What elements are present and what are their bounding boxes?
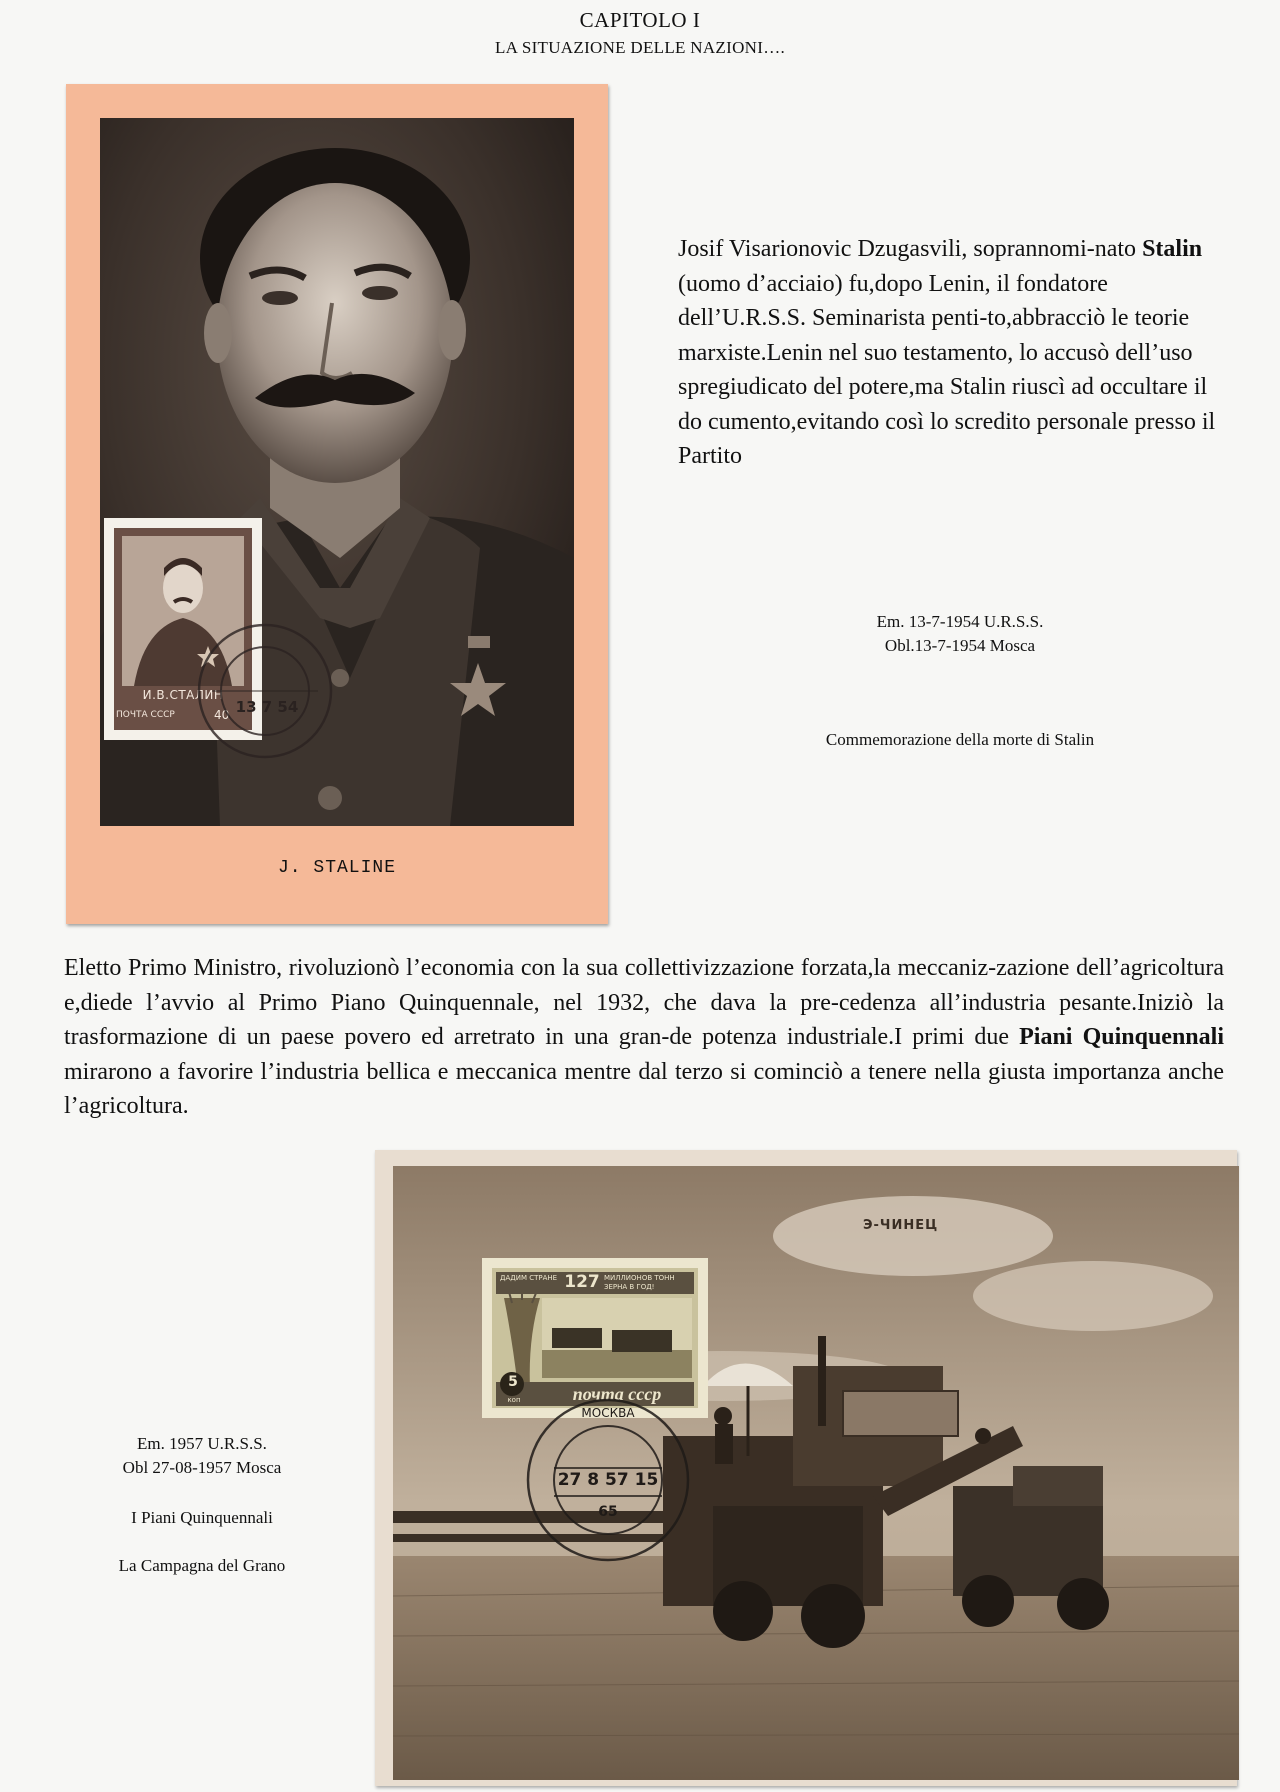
stamp-post-text: ПОЧТА СССР	[116, 710, 175, 720]
grain-campaign-caption: La Campagna del Grano	[118, 1556, 286, 1575]
text-run: Eletto Primo Ministro, rivoluzionò l’economia con la sua collettivizzazione forzata,la meccaniz-zazione dell’agricoltura e,diede l’avvio al Primo Piano Quinquennale, nel 1932, che dava la pre-cedenza all’industria pesante.Iniziò la trasformazione di un paese povero ed arretrato in una gran-de potenza industriale.I primi due	[64, 955, 1224, 1050]
five-year-plan-paragraph	[64, 951, 1224, 1124]
emission-info-1957	[82, 1432, 322, 1480]
cancel-top-text: МОСКВА	[581, 1406, 635, 1420]
chapter-subtitle: LA SITUAZIONE DELLE NAZIONI….	[494, 38, 786, 57]
cancel-bottom-text: 65	[598, 1504, 618, 1520]
stamp-banner-left: ДАДИМ СТРАНЕ	[500, 1274, 558, 1282]
obliteration-line: Obl 27-08-1957 Mosca	[122, 1458, 282, 1477]
combine-board-text: Э-ЧИНЕЦ	[863, 1218, 939, 1233]
obliteration-line: Obl.13-7-1954 Mosca	[884, 636, 1036, 655]
stamp-name-text: И.В.СТАЛИН	[142, 688, 224, 702]
cancel-date-text: 27 8 57 15	[557, 1470, 659, 1490]
stalin-biography-paragraph	[678, 232, 1218, 474]
chapter-title: CAPITOLO I	[579, 8, 701, 32]
commemoration-caption: Commemorazione della morte di Stalin	[825, 730, 1095, 749]
stamp-value: 5	[508, 1374, 518, 1390]
text-run: (uomo d’acciaio) fu,dopo Lenin, il fondatore dell’U.R.S.S. Seminarista penti-to,abbracciò le teorie marxiste.Lenin nel suo testamento, lo accusò dell’uso spregiudicato del potere,ma Stalin riuscì ad occultare il do cumento,evitando così lo scredito personale presso il Partito	[678, 270, 1216, 469]
emission-line: Em. 13-7-1954 U.R.S.S.	[876, 612, 1044, 631]
stamp-banner-right: МИЛЛИОНОВ ТОНН ЗЕРНА В ГОД!	[604, 1274, 675, 1291]
five-year-plans-caption: I Piani Quinquennali	[131, 1508, 273, 1527]
postmark-cancel-1954	[192, 618, 338, 764]
postmark-cancel-1957	[520, 1392, 696, 1568]
stamp-value: 40	[214, 708, 230, 722]
bold-name: Stalin	[1142, 236, 1203, 262]
cancel-date-text: 13 7 54	[235, 698, 299, 716]
stamp-banner-number: 127	[564, 1272, 600, 1292]
emission-line: Em. 1957 U.R.S.S.	[137, 1434, 267, 1453]
emission-info-1954	[780, 610, 1140, 658]
stamp-post-text: почта ссср	[572, 1384, 662, 1404]
stamp-value-unit: коп	[507, 1396, 521, 1404]
bold-plans: Piani Quinquennali	[1019, 1024, 1224, 1050]
text-run: Josif Visarionovic Dzugasvili, soprannomi-nato	[678, 236, 1143, 262]
text-run: mirarono a favorire l’industria bellica e meccanica mentre dal terzo si cominciò a tenere nella giusta importanza anche l’agricoltura.	[64, 1058, 1224, 1119]
card-caption: J. STALINE	[277, 858, 397, 878]
